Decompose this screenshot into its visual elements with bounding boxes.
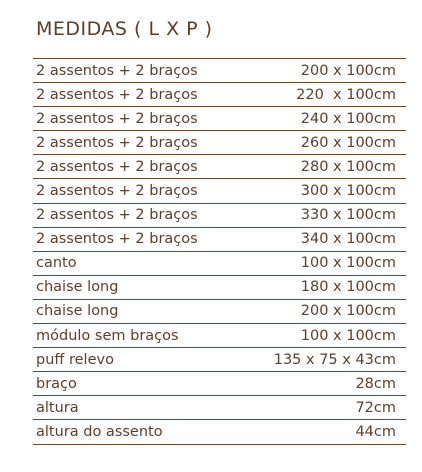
table-row bbox=[33, 348, 406, 372]
row-label: canto bbox=[36, 255, 77, 272]
table-row bbox=[33, 83, 406, 107]
table-row bbox=[33, 300, 406, 324]
row-value: 72cm bbox=[355, 399, 396, 416]
row-value: 44cm bbox=[355, 423, 396, 440]
row-value: 200 x 100cm bbox=[300, 303, 396, 320]
table-row bbox=[33, 204, 406, 228]
measurements-table bbox=[33, 58, 406, 445]
row-value: 28cm bbox=[355, 375, 396, 392]
row-value: 135 x 75 x 43cm bbox=[273, 351, 396, 368]
row-label: chaise long bbox=[36, 279, 119, 296]
row-value: 200 x 100cm bbox=[300, 62, 396, 79]
row-value: 180 x 100cm bbox=[300, 279, 396, 296]
row-label: módulo sem braços bbox=[36, 327, 179, 344]
table-row bbox=[33, 228, 406, 252]
table-row bbox=[33, 324, 406, 348]
row-value: 340 x 100cm bbox=[300, 231, 396, 248]
table-row bbox=[33, 107, 406, 131]
table-row bbox=[33, 252, 406, 276]
row-label: 2 assentos + 2 braços bbox=[36, 110, 198, 127]
row-label: 2 assentos + 2 braços bbox=[36, 134, 198, 151]
row-label: 2 assentos + 2 braços bbox=[36, 62, 198, 79]
table-row bbox=[33, 179, 406, 203]
row-label: 2 assentos + 2 braços bbox=[36, 158, 198, 175]
row-value: 280 x 100cm bbox=[300, 158, 396, 175]
row-label: puff relevo bbox=[36, 351, 114, 368]
row-label: 2 assentos + 2 braços bbox=[36, 207, 198, 224]
row-value: 100 x 100cm bbox=[300, 327, 396, 344]
row-label: braço bbox=[36, 375, 77, 392]
row-value: 330 x 100cm bbox=[300, 207, 396, 224]
row-value: 100 x 100cm bbox=[300, 255, 396, 272]
row-value: 220 x 100cm bbox=[296, 86, 396, 103]
table-row bbox=[33, 420, 406, 444]
row-label: 2 assentos + 2 braços bbox=[36, 86, 198, 103]
table-row bbox=[33, 276, 406, 300]
row-label: chaise long bbox=[36, 303, 119, 320]
row-value: 260 x 100cm bbox=[300, 134, 396, 151]
table-row bbox=[33, 59, 406, 83]
row-label: 2 assentos + 2 braços bbox=[36, 231, 198, 248]
page-title: MEDIDAS ( L X P ) bbox=[36, 18, 213, 40]
row-value: 240 x 100cm bbox=[300, 110, 396, 127]
row-label: altura do assento bbox=[36, 423, 163, 440]
table-row bbox=[33, 131, 406, 155]
row-label: altura bbox=[36, 399, 79, 416]
table-row bbox=[33, 372, 406, 396]
table-row bbox=[33, 396, 406, 420]
table-row bbox=[33, 155, 406, 179]
row-label: 2 assentos + 2 braços bbox=[36, 183, 198, 200]
row-value: 300 x 100cm bbox=[300, 183, 396, 200]
